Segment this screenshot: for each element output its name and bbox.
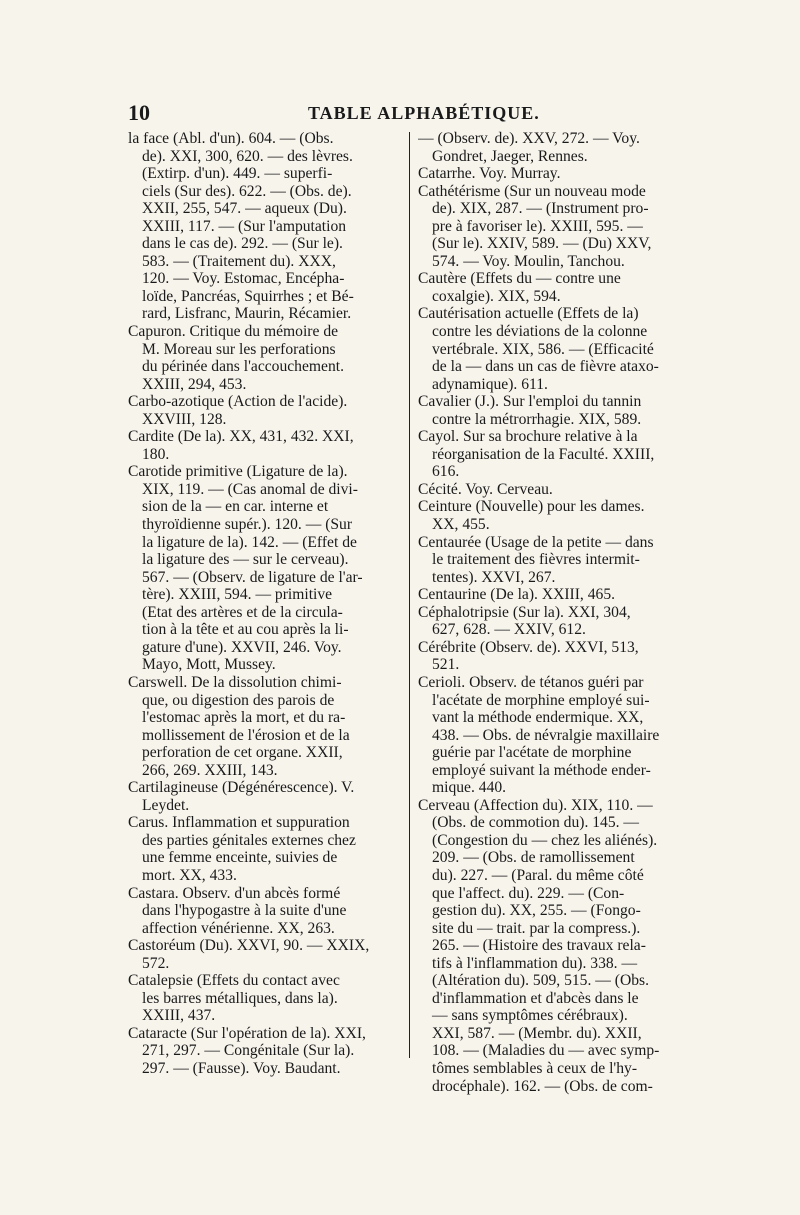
entry-line: Cerveau (Affection du). XIX, 110. — <box>418 796 653 814</box>
entry-line: du périnée dans l'accouchement. <box>142 358 344 376</box>
left-column <box>128 130 403 1078</box>
entry-line: tômes semblables à ceux de l'hy- <box>432 1059 638 1077</box>
running-title: TABLE ALPHABÉTIQUE. <box>308 103 540 123</box>
entry-line: Centaurine (De la). XXIII, 465. <box>418 586 616 604</box>
index-entry <box>128 130 403 323</box>
column-divider <box>409 132 410 1058</box>
entry-line: Mayo, Mott, Mussey. <box>142 656 276 674</box>
index-entry <box>128 885 403 938</box>
entry-line: du). 227. — (Paral. du même côté <box>432 866 644 884</box>
index-entry <box>128 779 403 814</box>
index-entry <box>418 797 693 1095</box>
entry-line: 297. — (Fausse). Voy. Baudant. <box>142 1059 341 1077</box>
entry-line: le traitement des fièvres intermit- <box>432 551 640 569</box>
entry-line: XXII, 255, 547. — aqueux (Du). <box>142 200 347 218</box>
entry-line: une femme enceinte, suivies de <box>142 849 338 867</box>
entry-line: — sans symptômes cérébraux). <box>432 1007 628 1025</box>
entry-line: 120. — Voy. Estomac, Encépha- <box>142 270 345 288</box>
index-entry <box>128 1025 403 1078</box>
entry-line: réorganisation de la Faculté. XXIII, <box>432 445 655 463</box>
index-entry <box>418 183 693 271</box>
entry-line: Cautérisation actuelle (Effets de la) <box>418 305 639 323</box>
index-entry <box>418 604 693 639</box>
index-entry <box>418 586 693 604</box>
entry-line: Cayol. Sur sa brochure relative à la <box>418 428 638 446</box>
right-column <box>418 130 693 1095</box>
entry-line: (Etat des artères et de la circula- <box>142 603 343 621</box>
entry-line: 521. <box>432 656 460 674</box>
entry-line: de). XXI, 300, 620. — des lèvres. <box>142 147 353 165</box>
entry-line: XXIII, 117. — (Sur l'amputation <box>142 217 347 235</box>
entry-line: tion à la tête et au cou après la li- <box>142 621 349 639</box>
entry-line: employé suivant la méthode ender- <box>432 761 651 779</box>
index-entry <box>418 674 693 797</box>
entry-line: Castoréum (Du). XXVI, 90. — XXIX, <box>128 937 370 955</box>
entry-line: perforation de cet organe. XXII, <box>142 744 343 762</box>
entry-line: Leydet. <box>142 796 190 814</box>
entry-line: pre à favoriser le). XXIII, 595. — <box>432 217 643 235</box>
entry-line: Carotide primitive (Ligature de la). <box>128 463 348 481</box>
index-entry <box>418 481 693 499</box>
entry-line: (Obs. de commotion du). 145. — <box>432 814 640 832</box>
entry-line: affection vénérienne. XX, 263. <box>142 919 335 937</box>
entry-line: l'estomac après la mort, et du ra- <box>142 709 346 727</box>
entry-line: Castara. Observ. d'un abcès formé <box>128 884 341 902</box>
entry-line: XX, 455. <box>432 516 490 534</box>
entry-line: (Extirp. d'un). 449. — superfi- <box>142 165 333 183</box>
entry-line: 567. — (Observ. de ligature de l'ar- <box>142 568 363 586</box>
entry-line: Cathétérisme (Sur un nouveau mode <box>418 182 646 200</box>
entry-line: Cardite (De la). XX, 431, 432. XXI, <box>128 428 354 446</box>
entry-line: adynamique). 611. <box>432 375 548 393</box>
entry-line: gestion du). XX, 255. — (Fongo- <box>432 902 641 920</box>
index-entry <box>128 937 403 972</box>
entry-line: que l'affect. du). 229. — (Con- <box>432 884 625 902</box>
index-entry <box>128 814 403 884</box>
index-entry <box>418 428 693 481</box>
entry-line: XXIII, 437. <box>142 1007 216 1025</box>
entry-line: d'inflammation et d'abcès dans le <box>432 989 639 1007</box>
entry-line: dans le cas de). 292. — (Sur le). <box>142 235 343 253</box>
index-entry <box>128 393 403 428</box>
entry-line: Catalepsie (Effets du contact avec <box>128 972 340 990</box>
entry-line: 209. — (Obs. de ramollissement <box>432 849 635 867</box>
entry-line: Cérébrite (Observ. de). XXVI, 513, <box>418 638 639 656</box>
entry-line: thyroïdienne supér.). 120. — (Sur <box>142 516 353 534</box>
entry-line: 438. — Obs. de névralgie maxillaire <box>432 726 660 744</box>
page-header <box>128 100 688 130</box>
entry-line: 574. — Voy. Moulin, Tanchou. <box>432 252 625 270</box>
index-entry <box>128 972 403 1025</box>
entry-line: sion de la — en car. interne et <box>142 498 329 516</box>
entry-line: la face (Abl. d'un). 604. — (Obs. <box>128 130 334 147</box>
entry-line: guérie par l'acétate de morphine <box>432 744 632 762</box>
entry-line: contre la métrorrhagie. XIX, 589. <box>432 410 642 428</box>
index-entry <box>418 165 693 183</box>
entry-line: mort. XX, 433. <box>142 866 237 884</box>
entry-line: contre les déviations de la colonne <box>432 323 648 341</box>
entry-line: Carswell. De la dissolution chimi- <box>128 673 342 691</box>
entry-line: XXI, 587. — (Membr. du). XXII, <box>432 1024 642 1042</box>
entry-line: les barres métalliques, dans la). <box>142 989 338 1007</box>
entry-line: 583. — (Traitement du). XXX, <box>142 252 336 270</box>
entry-line: Cavalier (J.). Sur l'emploi du tannin <box>418 393 642 411</box>
entry-line: 627, 628. — XXIV, 612. <box>432 621 586 639</box>
entry-line: Carbo-azotique (Action de l'acide). <box>128 393 348 411</box>
entry-line: XXIII, 294, 453. <box>142 375 247 393</box>
index-entry <box>128 463 403 674</box>
entry-line: XIX, 119. — (Cas anomal de divi- <box>142 480 358 498</box>
entry-line: — (Observ. de). XXV, 272. — Voy. <box>418 130 640 147</box>
entry-line: la ligature de la). 142. — (Effet de <box>142 533 357 551</box>
index-entry <box>418 639 693 674</box>
entry-line: loïde, Pancréas, Squirrhes ; et Bé- <box>142 287 354 305</box>
entry-line: l'acétate de morphine employé sui- <box>432 691 650 709</box>
entry-line: Carus. Inflammation et suppuration <box>128 814 350 832</box>
entry-line: Gondret, Jaeger, Rennes. <box>432 147 588 165</box>
entry-line: Capuron. Critique du mémoire de <box>128 323 339 341</box>
entry-line: la ligature des — sur le cerveau). <box>142 551 349 569</box>
index-entry <box>418 270 693 305</box>
index-entry <box>128 428 403 463</box>
entry-line: rard, Lisfranc, Maurin, Récamier. <box>142 305 352 323</box>
entry-line: 616. <box>432 463 460 481</box>
entry-line: tère). XXIII, 594. — primitive <box>142 586 333 604</box>
entry-line: mique. 440. <box>432 779 507 797</box>
entry-line: gature d'une). XXVII, 246. Voy. <box>142 638 342 656</box>
entry-line: Centaurée (Usage de la petite — dans <box>418 533 654 551</box>
index-entry <box>418 498 693 533</box>
entry-line: des parties génitales externes chez <box>142 831 356 849</box>
entry-line: Cerioli. Observ. de tétanos guéri par <box>418 673 644 691</box>
page-number: 10 <box>128 100 150 125</box>
entry-line: (Altération du). 509, 515. — (Obs. <box>432 972 649 990</box>
index-entry <box>128 674 403 779</box>
entry-line: tentes). XXVI, 267. <box>432 568 556 586</box>
entry-line: de la — dans un cas de fièvre ataxo- <box>432 358 659 376</box>
entry-line: drocéphale). 162. — (Obs. de com- <box>432 1077 653 1095</box>
index-entry <box>418 305 693 393</box>
entry-line: de). XIX, 287. — (Instrument pro- <box>432 200 649 218</box>
entry-line: Cartilagineuse (Dégénérescence). V. <box>128 779 355 797</box>
entry-line: site du — trait. par la compress.). <box>432 919 641 937</box>
index-entry <box>418 130 693 165</box>
index-entry <box>128 323 403 393</box>
entry-line: vant la méthode endermique. XX, <box>432 709 644 727</box>
entry-line: vertébrale. XIX, 586. — (Efficacité <box>432 340 654 358</box>
entry-line: tifs à l'inflammation du). 338. — <box>432 954 638 972</box>
entry-line: Cécité. Voy. Cerveau. <box>418 480 553 498</box>
entry-line: Cautère (Effets du — contre une <box>418 270 621 288</box>
entry-line: Catarrhe. Voy. Murray. <box>418 165 561 183</box>
entry-line: Ceinture (Nouvelle) pour les dames. <box>418 498 645 516</box>
entry-line: 265. — (Histoire des travaux rela- <box>432 937 646 955</box>
entry-line: 180. <box>142 445 170 463</box>
entry-line: (Congestion du — chez les aliénés). <box>432 831 658 849</box>
index-entry <box>418 393 693 428</box>
index-entry <box>418 534 693 587</box>
entry-line: dans l'hypogastre à la suite d'une <box>142 902 347 920</box>
entry-line: Céphalotripsie (Sur la). XXI, 304, <box>418 603 631 621</box>
entry-line: 271, 297. — Congénitale (Sur la). <box>142 1042 355 1060</box>
entry-line: coxalgie). XIX, 594. <box>432 287 561 305</box>
entry-line: M. Moreau sur les perforations <box>142 340 336 358</box>
entry-line: XXVIII, 128. <box>142 410 227 428</box>
entry-line: ciels (Sur des). 622. — (Obs. de). <box>142 182 352 200</box>
entry-line: Cataracte (Sur l'opération de la). XXI, <box>128 1024 366 1042</box>
entry-line: (Sur le). XXIV, 589. — (Du) XXV, <box>432 235 652 253</box>
entry-line: mollissement de l'érosion et de la <box>142 726 350 744</box>
entry-line: 572. <box>142 954 170 972</box>
entry-line: 266, 269. XXIII, 143. <box>142 761 278 779</box>
entry-line: que, ou digestion des parois de <box>142 691 335 709</box>
entry-line: 108. — (Maladies du — avec symp- <box>432 1042 660 1060</box>
